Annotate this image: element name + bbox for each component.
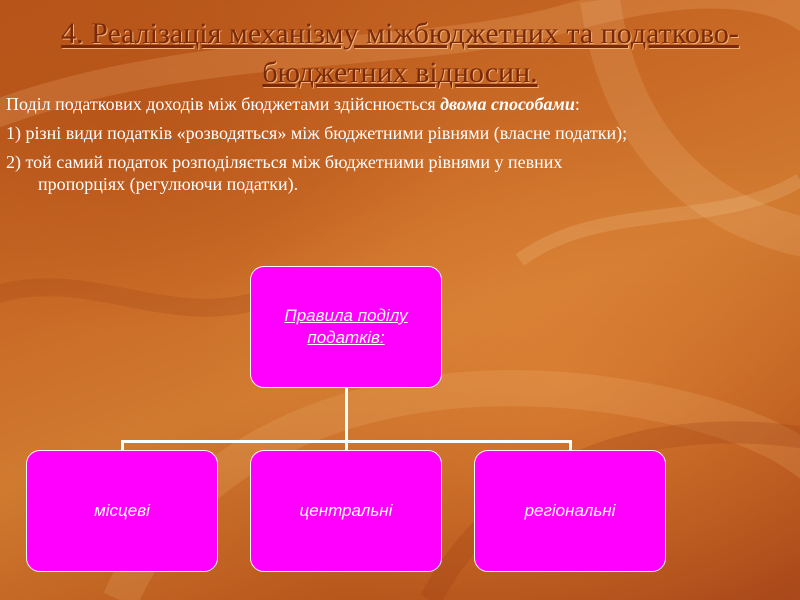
intro-text: Поділ податкових доходів між бюджетами здійснюється — [6, 94, 441, 114]
connector-right-down — [569, 440, 572, 450]
org-chart-root-label: Правила поділу податків: — [284, 306, 408, 347]
org-chart-root-box — [250, 266, 442, 388]
org-chart-child-box-regional — [474, 450, 666, 572]
list-item-2: 2) той самий податок розподіляється між бюджетними рівнями у певних пропорціях (регулюючи податки). — [6, 152, 563, 194]
intro-text-end: : — [574, 94, 580, 114]
org-chart-child-label: центральні — [299, 501, 393, 520]
slide-title: 4. Реалізація механізму міжбюджетних та податково-бюджетних відносин. — [61, 17, 739, 89]
org-chart-child-box-central — [250, 450, 442, 572]
list-item-1: 1) різні види податків «розводяться» між бюджетними рівнями (власне податки); — [6, 123, 628, 143]
org-chart-child-label: регіональні — [524, 501, 616, 520]
org-chart-child-label: місцеві — [94, 501, 150, 520]
connector-left-down — [121, 440, 124, 450]
org-chart-child-box-local — [26, 450, 218, 572]
intro-emphasis: двома способами — [440, 94, 575, 114]
connector-root-down — [345, 388, 348, 441]
connector-center-down — [345, 440, 348, 450]
